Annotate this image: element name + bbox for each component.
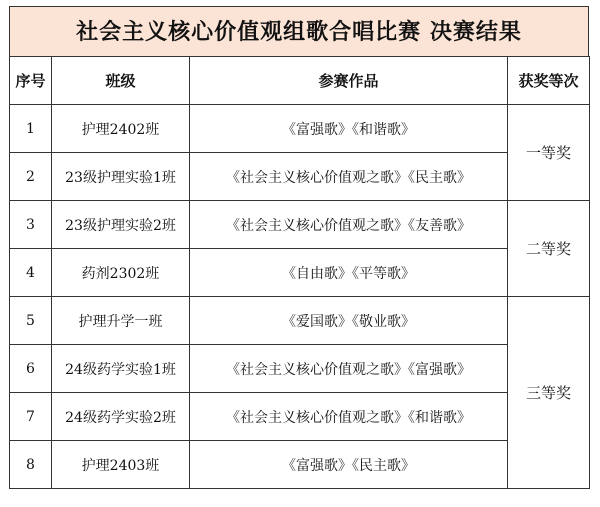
table-row	[10, 297, 590, 345]
row-works: 《社会主义核心价值观之歌》《富强歌》	[190, 345, 508, 393]
row-works: 《自由歌》《平等歌》	[190, 249, 508, 297]
page-title: 社会主义核心价值观组歌合唱比赛 决赛结果	[9, 6, 589, 56]
row-index: 3	[10, 201, 52, 249]
table-row	[10, 441, 590, 489]
table-row	[10, 345, 590, 393]
table-row	[10, 393, 590, 441]
row-index: 7	[10, 393, 52, 441]
table-row	[10, 105, 590, 153]
header-works: 参赛作品	[190, 57, 508, 105]
row-class: 护理升学一班	[52, 297, 190, 345]
award-second: 二等奖	[508, 201, 590, 297]
row-class: 护理2403班	[52, 441, 190, 489]
row-index: 6	[10, 345, 52, 393]
row-works: 《社会主义核心价值观之歌》《民主歌》	[190, 153, 508, 201]
header-award: 获奖等次	[508, 57, 590, 105]
row-index: 1	[10, 105, 52, 153]
header-index: 序号	[10, 57, 52, 105]
row-class: 23级护理实验2班	[52, 201, 190, 249]
results-sheet	[9, 6, 589, 498]
row-class: 护理2402班	[52, 105, 190, 153]
row-class: 23级护理实验1班	[52, 153, 190, 201]
table-header-row	[10, 57, 590, 105]
header-class: 班级	[52, 57, 190, 105]
award-first: 一等奖	[508, 105, 590, 201]
row-index: 8	[10, 441, 52, 489]
results-table	[9, 56, 590, 489]
row-index: 4	[10, 249, 52, 297]
table-row	[10, 153, 590, 201]
table-row	[10, 201, 590, 249]
award-third: 三等奖	[508, 297, 590, 489]
row-works: 《富强歌》《民主歌》	[190, 441, 508, 489]
row-class: 药剂2302班	[52, 249, 190, 297]
row-works: 《爱国歌》《敬业歌》	[190, 297, 508, 345]
row-works: 《社会主义核心价值观之歌》《和谐歌》	[190, 393, 508, 441]
table-row	[10, 249, 590, 297]
row-index: 2	[10, 153, 52, 201]
row-works: 《社会主义核心价值观之歌》《友善歌》	[190, 201, 508, 249]
row-class: 24级药学实验2班	[52, 393, 190, 441]
row-index: 5	[10, 297, 52, 345]
row-class: 24级药学实验1班	[52, 345, 190, 393]
row-works: 《富强歌》《和谐歌》	[190, 105, 508, 153]
